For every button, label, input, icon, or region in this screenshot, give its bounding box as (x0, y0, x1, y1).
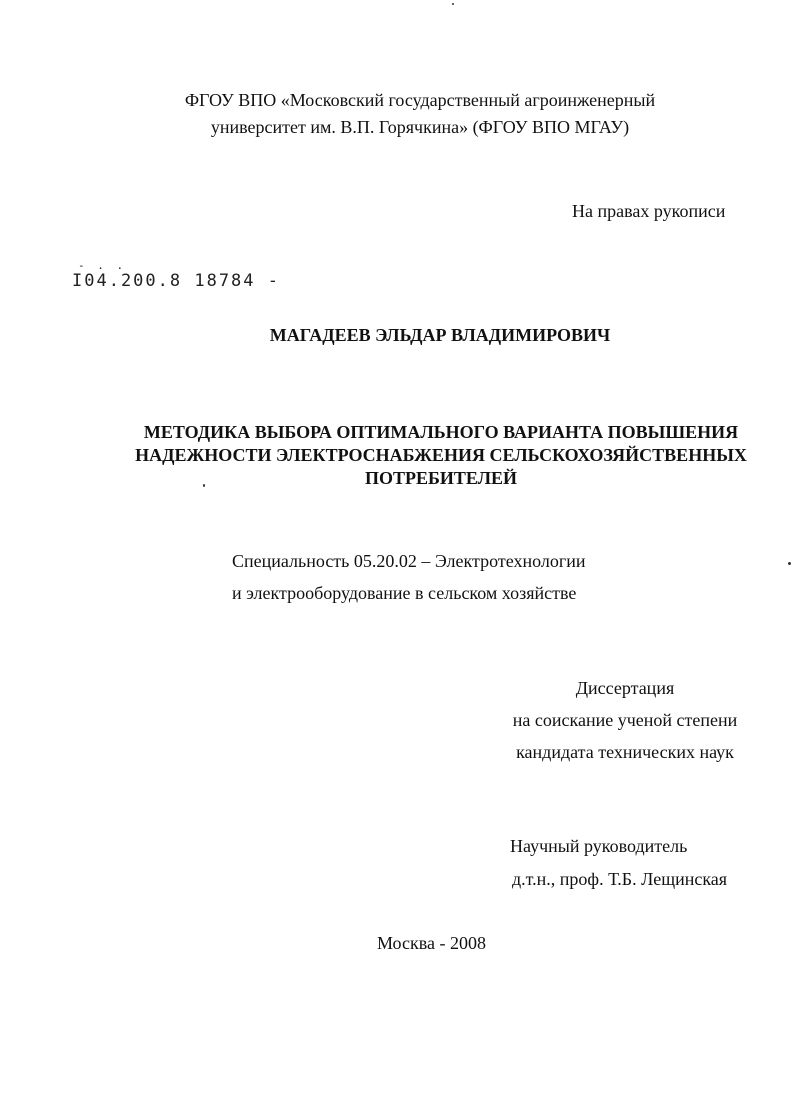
specialty-block (232, 549, 586, 613)
title-line-3: ПОТРЕБИТЕЛЕЙ (364, 468, 518, 488)
degree-line-3: кандидата технических наук (516, 742, 734, 762)
title-line-2: НАДЕЖНОСТИ ЭЛЕКТРОСНАБЖЕНИЯ СЕЛЬСКОХОЗЯЙСТВЕННЫХ (135, 445, 747, 465)
degree-line-2: на соискание ученой степени (512, 710, 738, 730)
archive-stamp-number (72, 259, 280, 291)
dissertation-title (0, 421, 799, 490)
scan-speck (788, 562, 791, 565)
title-line-1: МЕТОДИКА ВЫБОРА ОПТИМАЛЬНОГО ВАРИАНТА ПОВЫШЕНИЯ (143, 422, 739, 442)
supervisor-block (510, 834, 727, 891)
supervisor-name: д.т.н., проф. Т.Б. Лещинская (512, 869, 728, 889)
supervisor-label: Научный руководитель (510, 836, 688, 856)
institution-line-1: ФГОУ ВПО «Московский государственный агроинженерный (184, 90, 656, 110)
archive-stamp-value: I04.200.8 18784 - (72, 271, 280, 291)
specialty-line-1: Специальность 05.20.02 – Электротехнологии (232, 551, 586, 571)
degree-line-1: Диссертация (575, 678, 675, 698)
manuscript-note: На правах рукописи (572, 201, 726, 221)
author-name: МАГАДЕЕВ ЭЛЬДАР ВЛАДИМИРОВИЧ (269, 325, 611, 345)
institution-header (0, 88, 799, 142)
degree-block (500, 676, 750, 772)
institution-line-2: университет им. В.П. Горячкина» (ФГОУ ВПО МГАУ) (210, 117, 630, 137)
city-year: Москва - 2008 (377, 933, 486, 953)
archive-stamp-marks: - . . (78, 259, 127, 272)
specialty-line-2: и электрооборудование в сельском хозяйстве (232, 583, 577, 603)
scan-speck (452, 3, 454, 5)
scan-speck (203, 484, 205, 487)
